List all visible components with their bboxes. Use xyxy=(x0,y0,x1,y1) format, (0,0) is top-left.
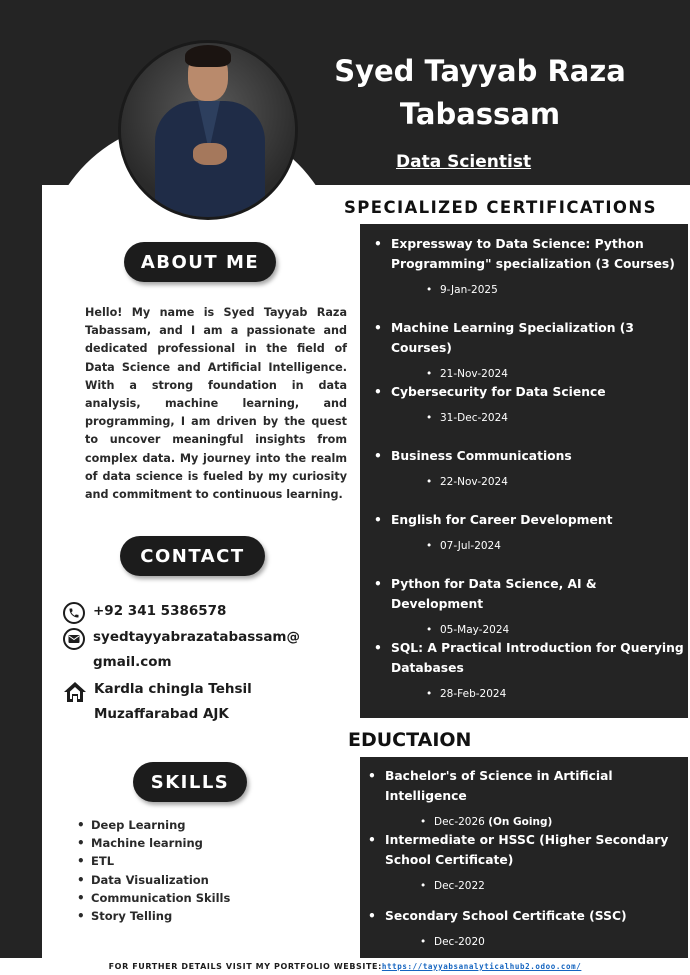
education-heading: EDUCTAION xyxy=(348,729,472,751)
education-panel xyxy=(360,757,688,958)
left-dark-strip xyxy=(0,185,42,975)
list-item: • Secondary School Certificate (SSC) • Dec-2020 xyxy=(368,906,686,950)
cert-title: SQL: A Practical Introduction for Querying Databases xyxy=(391,641,684,675)
list-item: • Machine learning xyxy=(77,836,203,851)
contact-heading: CONTACT xyxy=(120,536,265,576)
list-item: • Python for Data Science, AI & Development • 05-May-2024 xyxy=(374,574,684,638)
list-item: • Story Telling xyxy=(77,909,173,924)
list-item: • Communication Skills xyxy=(77,890,231,905)
contact-email-row xyxy=(63,629,323,675)
edu-date: Dec-2022 xyxy=(434,880,485,892)
certifications-panel xyxy=(360,224,688,718)
job-title: Data Scientist xyxy=(396,152,532,172)
cert-title: Business Communications xyxy=(391,449,572,463)
list-item: • Intermediate or HSSC (Higher Secondary School Certificate) • Dec-2022 xyxy=(368,830,686,894)
cert-date: 07-Jul-2024 xyxy=(440,540,501,552)
list-item: • Business Communications • 22-Nov-2024 xyxy=(374,446,684,490)
edu-date: Dec-2020 xyxy=(434,936,485,948)
edu-title: Secondary School Certificate (SSC) xyxy=(385,909,627,923)
list-item: • Deep Learning xyxy=(77,818,186,832)
cert-title: Cybersecurity for Data Science xyxy=(391,385,606,399)
email-address[interactable]: syedtayyabrazatabassam@ gmail.com xyxy=(93,629,300,670)
cert-title: Machine Learning Specialization (3 Courses) xyxy=(391,321,634,355)
certifications-heading: SPECIALIZED CERTIFICATIONS xyxy=(344,198,657,217)
phone-icon xyxy=(63,602,85,624)
list-item: • Expressway to Data Science: Python Programming" specialization (3 Courses) • 9-Jan-2025 xyxy=(374,234,684,298)
home-icon xyxy=(63,680,87,704)
portfolio-link[interactable]: https://tayyabsanalyticalhub2.odoo.com/ xyxy=(381,962,582,971)
phone-number[interactable]: +92 341 5386578 xyxy=(93,603,227,619)
cert-date: 28-Feb-2024 xyxy=(440,688,507,700)
cert-title: Python for Data Science, AI & Development xyxy=(391,577,597,611)
footer xyxy=(0,962,690,971)
cert-date: 31-Dec-2024 xyxy=(440,412,508,424)
photo-hair xyxy=(185,45,231,67)
skills-list xyxy=(77,816,230,925)
address-text: Kardla chingla Tehsil Muzaffarabad AJK xyxy=(94,681,252,722)
profile-photo xyxy=(118,40,298,220)
list-item: • SQL: A Practical Introduction for Querying Databases • 28-Feb-2024 xyxy=(374,638,684,702)
cert-date: 05-May-2024 xyxy=(440,624,510,636)
footer-text: FOR FURTHER DETAILS VISIT MY PORTFOLIO WEBSITE: xyxy=(108,962,382,971)
contact-phone-row xyxy=(63,603,226,624)
cert-title: English for Career Development xyxy=(391,513,613,527)
cert-date: 9-Jan-2025 xyxy=(440,284,498,296)
list-item: • Bachelor's of Science in Artificial Intelligence • Dec-2026 (On Going) xyxy=(368,766,686,830)
mail-icon xyxy=(63,628,85,650)
about-text: Hello! My name is Syed Tayyab Raza Tabassam, and I am a passionate and dedicated professional in the field of Data Science and Artificial Intelligence. With a strong foundation in data analysis, machine learning, and programming, I am driven by the quest to uncover meaningful insights from complex data. My journey into the realm of data science is fueled by my curiosity and commitment to continuous learning. xyxy=(85,306,347,502)
list-item: • English for Career Development • 07-Jul-2024 xyxy=(374,510,684,554)
list-item: • Data Visualization xyxy=(77,872,209,887)
photo-hands xyxy=(193,143,227,165)
edu-status: (On Going) xyxy=(488,816,553,828)
edu-title: Intermediate or HSSC (Higher Secondary School Certificate) xyxy=(385,833,669,867)
list-item: • ETL xyxy=(77,854,115,869)
cert-date: 22-Nov-2024 xyxy=(440,476,508,488)
cert-date: 21-Nov-2024 xyxy=(440,368,508,380)
list-item: • Machine Learning Specialization (3 Courses) • 21-Nov-2024 xyxy=(374,318,684,382)
list-item: • Cybersecurity for Data Science • 31-Dec-2024 xyxy=(374,382,684,426)
about-heading: ABOUT ME xyxy=(124,242,276,282)
contact-address-row xyxy=(63,681,324,727)
person-name: Syed Tayyab Raza Tabassam xyxy=(334,54,626,131)
edu-title: Bachelor's of Science in Artificial Intelligence xyxy=(385,769,613,803)
edu-date: Dec-2026 xyxy=(434,816,485,828)
skills-heading: SKILLS xyxy=(133,762,247,802)
cert-title: Expressway to Data Science: Python Programming" specialization (3 Courses) xyxy=(391,237,675,271)
